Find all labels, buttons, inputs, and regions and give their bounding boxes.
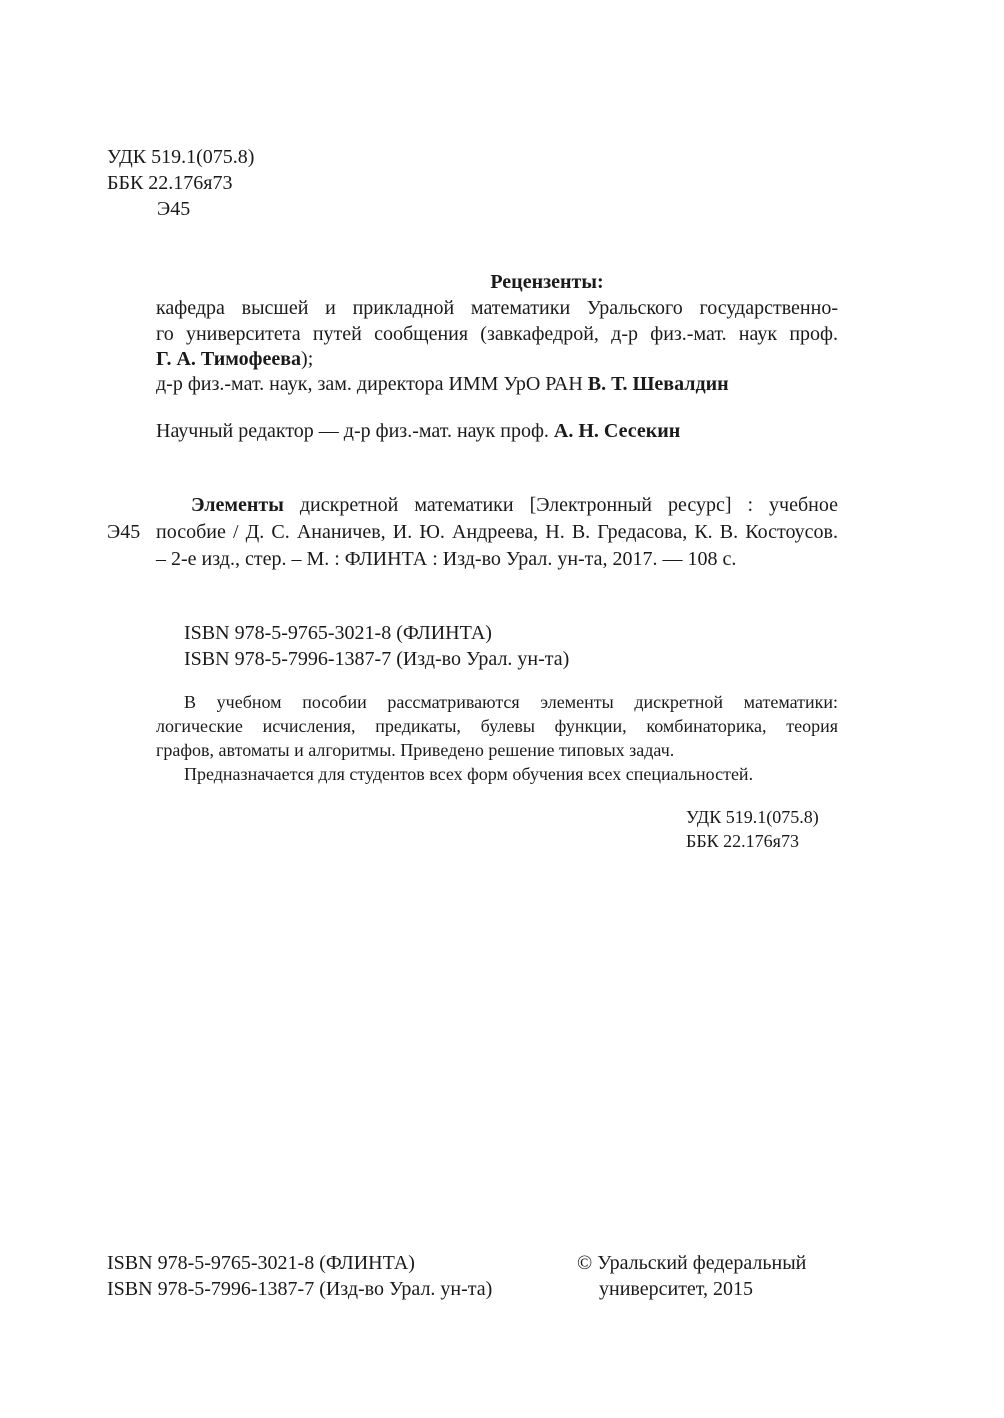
copyright <box>577 1250 806 1302</box>
bibliographic-record <box>107 492 840 573</box>
bbk-code: ББК 22.176я73 <box>107 172 233 194</box>
isbn-block <box>184 620 569 672</box>
udk-code: УДК 519.1(075.8) <box>107 146 255 168</box>
abstract <box>156 690 838 786</box>
reviewer-line-3 <box>156 346 313 372</box>
biblio-line-2: пособие / Д. С. Ананичев, И. Ю. Андреева, Н. В. Гредасова, К. В. Костоусов. <box>156 521 838 543</box>
biblio-line-3: – 2-е изд., стер. – М. : ФЛИНТА : Изд-во Урал. ун-та, 2017. — 108 с. <box>156 548 737 570</box>
biblio-line-1 <box>191 492 838 518</box>
isbn-ural-footer: ISBN 978-5-7996-1387-7 (Изд-во Урал. ун-та) <box>107 1278 493 1300</box>
classification-header <box>107 144 254 222</box>
udk-code-footer: УДК 519.1(075.8) <box>686 807 819 827</box>
classification-footer <box>686 805 819 853</box>
abstract-purpose: Предназначается для студентов всех форм обучения всех специальностей. <box>184 764 754 784</box>
abstract-line-3: графов, автоматы и алгоритмы. Приведено решение типовых задач. <box>156 740 675 760</box>
biblio-author-sign: Э45 <box>107 521 141 543</box>
reviewers-title: Рецензенты: <box>490 271 604 293</box>
author-sign: Э45 <box>157 198 191 220</box>
reviewer-name-1: Г. А. Тимофеева <box>156 348 302 370</box>
isbn-footer <box>107 1250 492 1302</box>
isbn-flinta: ISBN 978-5-9765-3021-8 (ФЛИНТА) <box>184 622 492 644</box>
editor-prefix: Научный редактор — д-р физ.-мат. наук проф. <box>156 420 554 442</box>
copyright-line-1: © Уральский федеральный <box>577 1252 807 1274</box>
isbn-flinta-footer: ISBN 978-5-9765-3021-8 (ФЛИНТА) <box>107 1252 415 1274</box>
abstract-line-2: логические исчисления, предикаты, булевы функции, комбинаторика, теория <box>156 716 838 736</box>
reviewer-line-4-prefix: д-р физ.-мат. наук, зам. директора ИММ УрО РАН <box>156 373 588 395</box>
isbn-ural: ISBN 978-5-7996-1387-7 (Изд-во Урал. ун-та) <box>184 648 570 670</box>
bbk-code-footer: ББК 22.176я73 <box>686 831 799 851</box>
reviewer-name-1-suffix: ); <box>301 348 314 370</box>
reviewer-name-2: В. Т. Шевалдин <box>587 373 729 395</box>
reviewer-line-4 <box>156 371 729 397</box>
biblio-title-bold: Элементы <box>191 494 284 516</box>
editor-name: А. Н. Сесекин <box>553 420 681 442</box>
biblio-line-1-rest: дискретной математики [Электронный ресурс] : учебное <box>283 494 838 516</box>
copyright-line-2: университет, 2015 <box>599 1278 754 1300</box>
reviewer-line-2: го университета путей сообщения (завкафедрой, д-р физ.-мат. наук проф. <box>156 323 838 345</box>
scientific-editor <box>156 418 680 444</box>
reviewer-line-1: кафедра высшей и прикладной математики Уральского государственно- <box>156 297 838 319</box>
abstract-line-1: В учебном пособии рассматриваются элементы дискретной математики: <box>184 692 838 712</box>
